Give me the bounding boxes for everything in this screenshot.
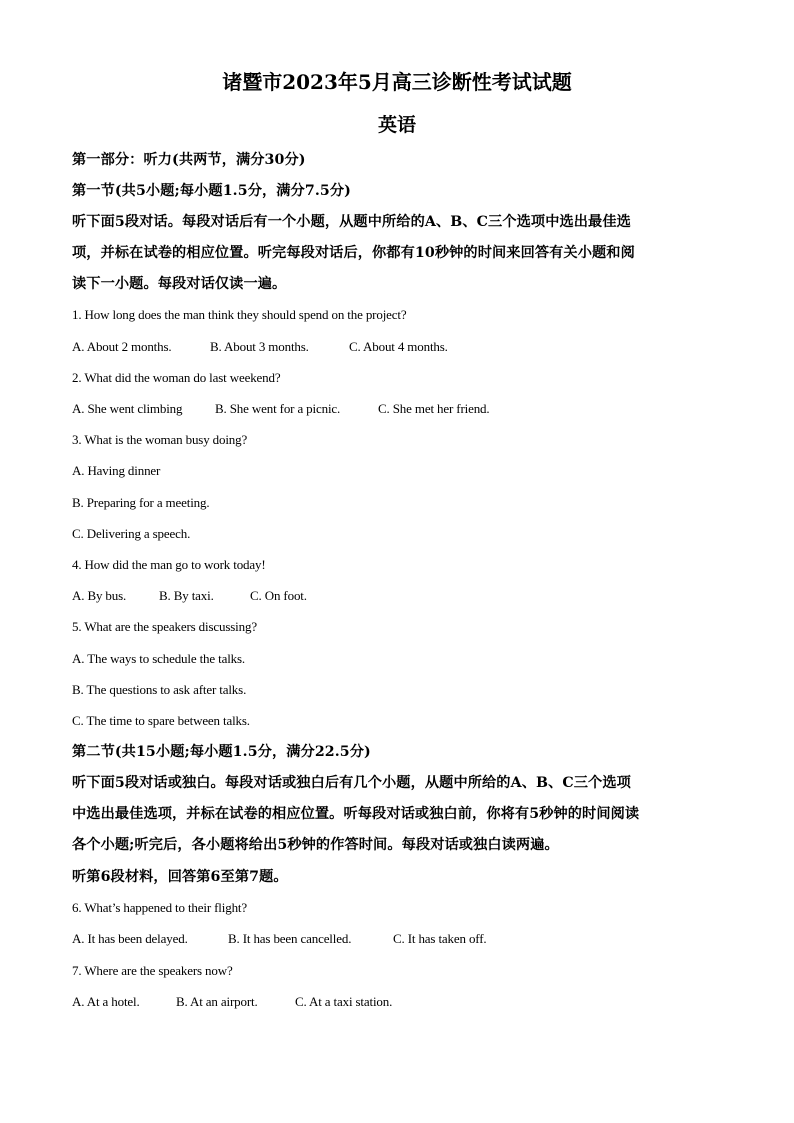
- question-options-row: [72, 993, 392, 1011]
- material-note: 听第6段材料，回答第6至第7题。: [72, 869, 288, 885]
- section2-instruction-line: 中选出最佳选项，并标在试卷的相应位置。听每段对话或独白前，你将有5秒钟的时间阅读: [72, 806, 640, 822]
- option-c: C. It has taken off.: [393, 931, 487, 946]
- question-stem: 5. What are the speakers discussing?: [72, 619, 257, 634]
- option-a: A. It has been delayed.: [72, 931, 188, 946]
- option-c: C. On foot.: [250, 588, 307, 603]
- section1-heading: 第一节(共5小题;每小题1.5分，满分7.5分): [72, 183, 351, 199]
- option-b: B. It has been cancelled.: [228, 931, 352, 946]
- question-options-row: [72, 587, 307, 605]
- option-b: B. The questions to ask after talks.: [72, 682, 247, 697]
- section2-instruction-line: 各个小题;听完后，各小题将给出5秒钟的作答时间。每段对话或独白读两遍。: [72, 837, 559, 853]
- exam-title: 诸暨市2023年5月高三诊断性考试试题: [222, 70, 572, 94]
- option-b: B. About 3 months.: [210, 339, 309, 354]
- subject-title: 英语: [377, 114, 416, 136]
- question-options-row: [72, 400, 490, 418]
- option-a: A. Having dinner: [72, 463, 161, 478]
- section2-instruction-line: 听下面5段对话或独白。每段对话或独白后有几个小题，从题中所给的A、B、C三个选项: [72, 775, 631, 791]
- option-c: C. Delivering a speech.: [72, 526, 191, 541]
- section1-instruction-line: 项，并标在试卷的相应位置。听完每段对话后，你都有10秒钟的时间来回答有关小题和阅: [72, 245, 635, 261]
- option-b: B. Preparing for a meeting.: [72, 495, 210, 510]
- option-a: A. By bus.: [72, 588, 127, 603]
- option-a: A. About 2 months.: [72, 339, 172, 354]
- question-stem: 6. What’s happened to their flight?: [72, 900, 248, 915]
- part1-heading: 第一部分：听力(共两节，满分30分): [72, 152, 306, 168]
- question-stem: 2. What did the woman do last weekend?: [72, 370, 281, 385]
- option-a: A. At a hotel.: [72, 994, 140, 1009]
- option-b: B. She went for a picnic.: [215, 401, 341, 416]
- option-c: C. About 4 months.: [349, 339, 448, 354]
- section1-instruction-line: 读下一小题。每段对话仅读一遍。: [72, 276, 287, 292]
- question-options-row: [72, 930, 487, 948]
- question-stem: 7. Where are the speakers now?: [72, 963, 233, 978]
- question-stem: 3. What is the woman busy doing?: [72, 432, 248, 447]
- section1-instruction-line: 听下面5段对话。每段对话后有一个小题，从题中所给的A、B、C三个选项中选出最佳选: [72, 214, 631, 230]
- option-b: B. At an airport.: [176, 994, 258, 1009]
- option-a: A. The ways to schedule the talks.: [72, 651, 246, 666]
- option-c: C. At a taxi station.: [295, 994, 393, 1009]
- option-b: B. By taxi.: [159, 588, 214, 603]
- section2-heading: 第二节(共15小题;每小题1.5分，满分22.5分): [72, 744, 371, 760]
- question-options-row: [72, 338, 448, 356]
- question-stem: 4. How did the man go to work today!: [72, 557, 266, 572]
- option-c: C. The time to spare between talks.: [72, 713, 250, 728]
- question-stem: 1. How long does the man think they should spend on the project?: [72, 307, 407, 322]
- option-a: A. She went climbing: [72, 401, 183, 416]
- option-c: C. She met her friend.: [378, 401, 490, 416]
